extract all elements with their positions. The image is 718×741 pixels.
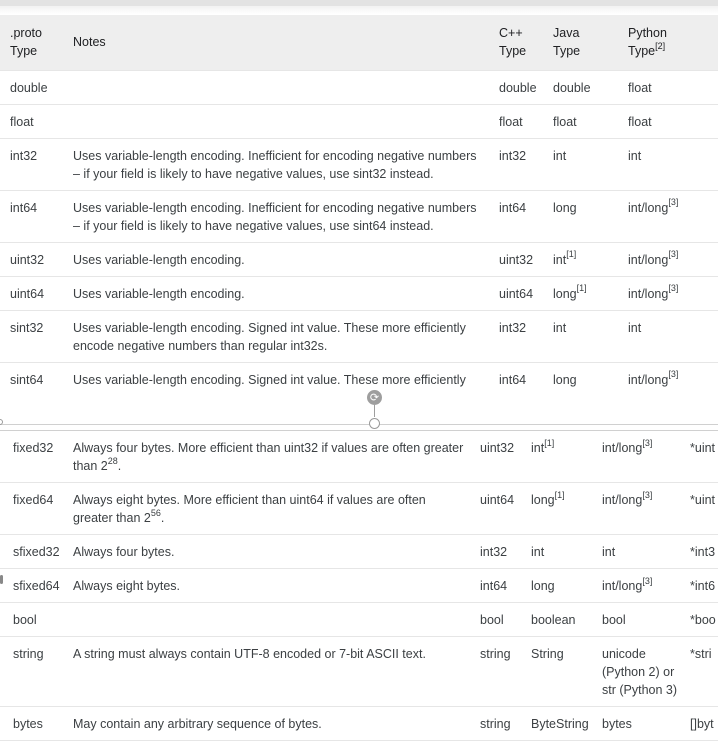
python-type-cell: float <box>628 80 652 95</box>
java-type-cell: int <box>531 545 545 559</box>
go-type-cell: *boo <box>690 613 716 627</box>
lower-table-panel <box>0 431 718 741</box>
proto-cell: sfixed64 <box>13 579 60 593</box>
proto-cell: float <box>10 114 34 129</box>
notes-cell: Uses variable-length encoding. <box>73 286 245 301</box>
java-type-cell: long[1] <box>553 283 587 301</box>
table-row <box>0 431 718 483</box>
python-type-cell: int/long[3] <box>628 197 679 215</box>
scalar-types-table-lower <box>0 431 718 741</box>
split-divider[interactable] <box>0 424 718 431</box>
notes-cell: Uses variable-length encoding. <box>73 252 245 267</box>
header-notes: Notes <box>73 15 499 70</box>
cpp-type-cell: float <box>499 114 523 129</box>
notes-cell: Always four bytes. <box>73 545 175 559</box>
python-type-cell: int <box>628 320 642 335</box>
python-type-cell: int/long[3] <box>628 369 679 387</box>
proto-cell: sint64 <box>10 372 44 387</box>
notes-cell <box>73 603 480 637</box>
proto-cell: fixed64 <box>13 493 54 507</box>
python-type-cell: int/long[3] <box>602 489 653 507</box>
table-row <box>0 362 718 396</box>
proto-cell: bool <box>13 613 37 627</box>
python-type-cell: int/long[3] <box>602 575 653 593</box>
header-java-type: Java Type <box>553 15 628 70</box>
cpp-type-cell: uint64 <box>499 286 534 301</box>
cpp-type-cell: int32 <box>499 320 527 335</box>
rotate-icon[interactable]: ⟳ <box>367 390 382 405</box>
python-type-cell: unicode (Python 2) or str (Python 3) <box>602 647 678 697</box>
cpp-type-cell: int64 <box>499 200 527 215</box>
top-shadow <box>0 6 718 14</box>
cpp-type-cell: uint32 <box>499 252 534 267</box>
python-type-cell: bool <box>602 613 626 627</box>
table-row <box>0 310 718 362</box>
go-type-cell: *uint <box>690 441 716 455</box>
cpp-type-cell: string <box>480 647 511 661</box>
notes-cell: Always eight bytes. More efficient than uint64 if values are often greater than $2^{56}$. <box>73 493 426 525</box>
proto-cell: string <box>13 647 44 661</box>
java-type-cell: String <box>531 647 564 661</box>
table-row <box>0 276 718 310</box>
table-row <box>0 242 718 276</box>
notes-cell: Uses variable-length encoding. Signed int value. These more efficiently <box>73 372 466 387</box>
go-type-cell: *stri <box>690 647 712 661</box>
notes-cell: Uses variable-length encoding. Inefficient for encoding negative numbers – if your field is likely to have negative values, use sint32 instead. <box>73 148 477 181</box>
notes-cell: May contain any arbitrary sequence of bytes. <box>73 717 322 731</box>
go-type-cell: *int6 <box>690 579 716 593</box>
table-row <box>0 535 718 569</box>
header-python-type: Python Type[2] <box>628 15 718 70</box>
upper-table-panel <box>0 15 718 424</box>
cpp-type-cell: int64 <box>499 372 527 387</box>
java-type-cell: double <box>553 80 591 95</box>
notes-cell: A string must always contain UTF-8 encoded or 7-bit ASCII text. <box>73 647 426 661</box>
python-type-cell: bytes <box>602 717 632 731</box>
proto-cell: uint32 <box>10 252 45 267</box>
table-row <box>0 707 718 741</box>
table-header-row <box>0 15 718 70</box>
header-cpp-type: C++ Type <box>499 15 553 70</box>
go-type-cell: *uint <box>690 493 716 507</box>
java-type-cell: float <box>553 114 577 129</box>
proto-cell: sfixed32 <box>13 545 60 559</box>
notes-cell: Uses variable-length encoding. Inefficient for encoding negative numbers – if your field is likely to have negative values, use sint64 instead. <box>73 200 477 233</box>
notes-cell: Always eight bytes. <box>73 579 180 593</box>
table-row <box>0 190 718 242</box>
rotate-stem <box>374 405 375 417</box>
java-type-cell: int[1] <box>553 249 577 267</box>
python-type-cell: int <box>602 545 616 559</box>
table-row <box>0 603 718 637</box>
table-row <box>0 104 718 138</box>
cpp-type-cell: int32 <box>499 148 527 163</box>
java-type-cell: long <box>553 372 577 387</box>
proto-cell: double <box>10 80 48 95</box>
go-type-cell: *int3 <box>690 545 716 559</box>
cpp-type-cell: uint32 <box>480 441 515 455</box>
java-type-cell: int[1] <box>531 437 555 455</box>
cpp-type-cell: int64 <box>480 579 508 593</box>
table-row <box>0 70 718 104</box>
notes-cell: Uses variable-length encoding. Signed int value. These more efficiently encode negative numbers than regular int32s. <box>73 320 466 353</box>
table-row <box>0 483 718 535</box>
proto-cell: sint32 <box>10 320 44 335</box>
cpp-type-cell: string <box>480 717 511 731</box>
java-type-cell: int <box>553 148 567 163</box>
proto-cell: int32 <box>10 148 38 163</box>
cpp-type-cell: double <box>499 80 537 95</box>
table-row <box>0 569 718 603</box>
table-row <box>0 637 718 707</box>
proto-cell: fixed32 <box>13 441 54 455</box>
cpp-type-cell: uint64 <box>480 493 515 507</box>
java-type-cell: long <box>531 579 555 593</box>
proto-cell: int64 <box>10 200 38 215</box>
python-type-cell: int/long[3] <box>628 283 679 301</box>
scalar-types-table-upper <box>0 15 718 396</box>
notes-cell <box>73 104 499 138</box>
java-type-cell: boolean <box>531 613 576 627</box>
table-row <box>0 138 718 190</box>
cpp-type-cell: int32 <box>480 545 508 559</box>
python-type-cell: int/long[3] <box>628 249 679 267</box>
notes-cell: Always four bytes. More efficient than uint32 if values are often greater than $2^{28}$. <box>73 441 464 473</box>
java-type-cell: int <box>553 320 567 335</box>
java-type-cell: long[1] <box>531 489 565 507</box>
proto-cell: bytes <box>13 717 43 731</box>
python-type-cell: float <box>628 114 652 129</box>
go-type-cell: []byt <box>690 717 714 731</box>
center-resize-handle[interactable] <box>369 418 380 429</box>
java-type-cell: long <box>553 200 577 215</box>
python-type-cell: int/long[3] <box>602 437 653 455</box>
left-edge-marker <box>0 575 3 584</box>
header-proto-type: .proto Type <box>0 15 73 70</box>
python-type-cell: int <box>628 148 642 163</box>
notes-cell <box>73 70 499 104</box>
cpp-type-cell: bool <box>480 613 504 627</box>
proto-cell: uint64 <box>10 286 45 301</box>
java-type-cell: ByteString <box>531 717 589 731</box>
